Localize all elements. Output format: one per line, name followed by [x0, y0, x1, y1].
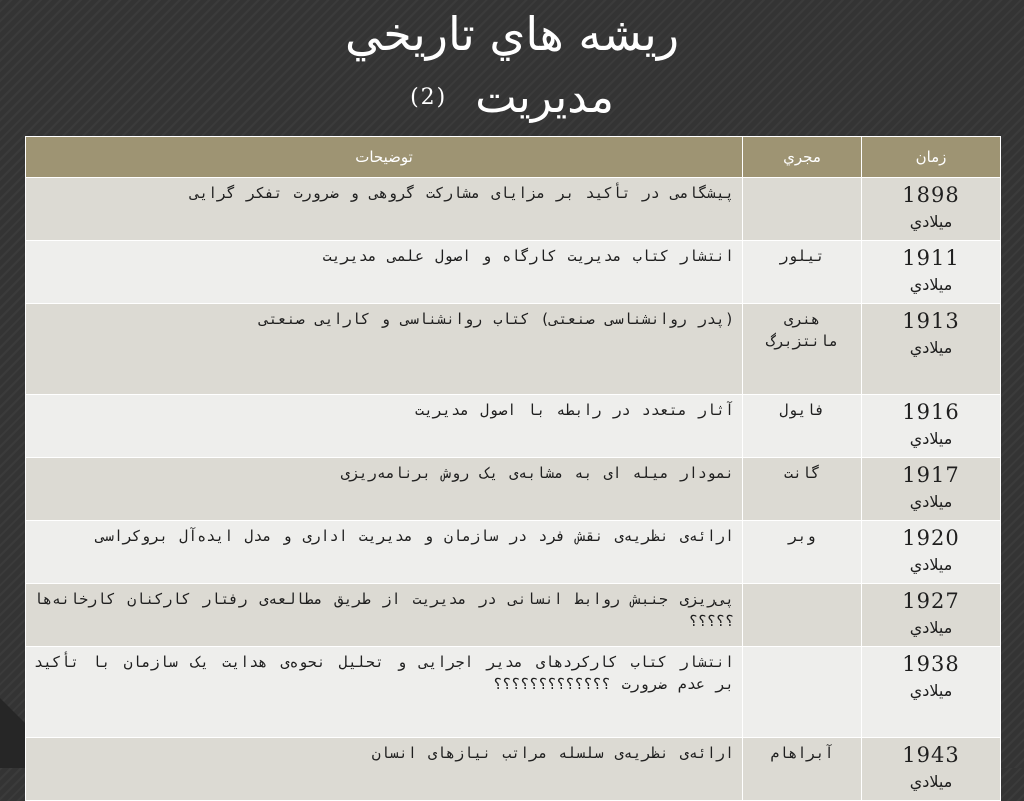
- year: 1920: [902, 526, 960, 550]
- description-cell: آثار متعدد در رابطه با اصول مدیریت: [26, 395, 743, 458]
- date-cell: [862, 304, 1001, 395]
- year: 1943: [902, 743, 960, 767]
- era: ميلادي: [909, 681, 953, 700]
- doer-cell: تیلور: [743, 241, 862, 304]
- title-line-2: [0, 72, 1024, 124]
- table-row: [26, 304, 1001, 395]
- header-description: توضيحات: [26, 137, 743, 178]
- table-row: [26, 738, 1001, 801]
- date-cell: [862, 458, 1001, 521]
- era: ميلادي: [909, 212, 953, 231]
- year: 1911: [902, 246, 960, 270]
- year: 1938: [902, 652, 960, 676]
- date-cell: [862, 584, 1001, 647]
- year: 1927: [902, 589, 960, 613]
- description-cell: پیشگامی در تأکید بر مزایای مشارکت گروهی و ضرورت تفکر گرایی: [26, 178, 743, 241]
- date-cell: [862, 241, 1001, 304]
- table-row: [26, 395, 1001, 458]
- table-row: [26, 521, 1001, 584]
- table-row: [26, 178, 1001, 241]
- table-row: [26, 647, 1001, 738]
- era: ميلادي: [909, 772, 953, 791]
- description-cell: انتشار کتاب مدیریت کارگاه و اصول علمی مدیریت: [26, 241, 743, 304]
- era: ميلادي: [909, 429, 953, 448]
- table-row: [26, 458, 1001, 521]
- doer-cell: فایول: [743, 395, 862, 458]
- doer-cell: [743, 647, 862, 738]
- slide-title: [0, 0, 1024, 134]
- date-cell: [862, 395, 1001, 458]
- table-row: [26, 241, 1001, 304]
- title-word: مديريت: [475, 72, 614, 123]
- description-cell: ارائه‌ی نظریه‌ی نقش فرد در سازمان و مدیریت اداری و مدل ایده‌آل بروکراسی: [26, 521, 743, 584]
- era: ميلادي: [909, 275, 953, 294]
- year: 1917: [902, 463, 960, 487]
- date-cell: [862, 521, 1001, 584]
- description-cell: انتشار کتاب کارکردهای مدیر اجرایی و تحلیل نحوه‌ی هدایت یک سازمان با تأکید بر عدم ضرورت ؟؟؟؟؟؟؟؟؟؟؟؟؟: [26, 647, 743, 738]
- doer-cell: گانت: [743, 458, 862, 521]
- era: ميلادي: [909, 555, 953, 574]
- doer-cell: هنری مانتزبرگ: [743, 304, 862, 395]
- date-cell: [862, 178, 1001, 241]
- date-cell: [862, 738, 1001, 801]
- era: ميلادي: [909, 618, 953, 637]
- description-cell: پی‌ریزی جنبش روابط انسانی در مدیریت از طریق مطالعه‌ی رفتار کارکنان کارخانه‌ها ؟؟؟؟؟: [26, 584, 743, 647]
- doer-cell: آبراهام: [743, 738, 862, 801]
- doer-cell: [743, 584, 862, 647]
- title-number: (2): [410, 85, 448, 110]
- title-line-1: ريشه هاي تاريخي: [344, 7, 680, 61]
- doer-cell: وبر: [743, 521, 862, 584]
- description-cell: ارائه‌ی نظریه‌ی سلسله مراتب نیازهای انسان: [26, 738, 743, 801]
- era: ميلادي: [909, 492, 953, 511]
- header-doer: مجري: [743, 137, 862, 178]
- doer-cell: [743, 178, 862, 241]
- description-cell: (پدر روانشناسی صنعتی) کتاب روانشناسی و کارایی صنعتی: [26, 304, 743, 395]
- description-cell: نمودار میله ای به مشابه‌ی یک روش برنامه‌ریزی: [26, 458, 743, 521]
- year: 1916: [902, 400, 960, 424]
- header-date: زمان: [862, 137, 1001, 178]
- table-header-row: [26, 137, 1001, 178]
- date-cell: [862, 647, 1001, 738]
- year: 1898: [902, 183, 960, 207]
- year: 1913: [902, 309, 960, 333]
- table-row: [26, 584, 1001, 647]
- history-table: [25, 136, 1001, 801]
- history-table-container: [25, 136, 1000, 791]
- era: ميلادي: [909, 338, 953, 357]
